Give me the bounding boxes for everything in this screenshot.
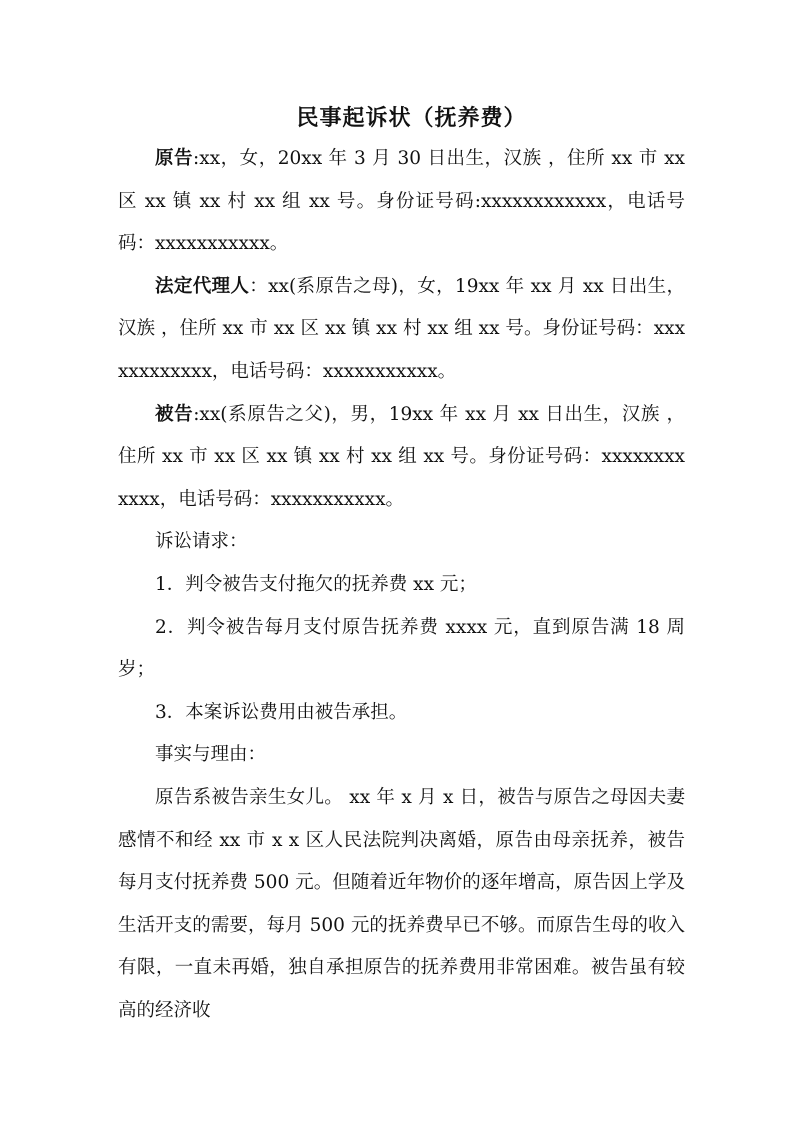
defendant-paragraph [118, 394, 685, 522]
defendant-text: :xx(系原告之父)，男，19xx 年 xx 月 xx 日出生，汉族 ，住所 xx 市 xx 区 xx 镇 xx 村 xx 组 xx 号。身份证号码：xxxxxxxxxxxx，电话号码：xxxxxxxxxxx。 [118, 403, 685, 510]
claim-item-3: 3．本案诉讼费用由被告承担。 [155, 701, 408, 723]
facts-heading: 事实与理由： [155, 744, 267, 766]
facts-paragraph: 原告系被告亲生女儿。 xx 年 x 月 x 日，被告与原告之母因夫妻感情不和经 xx 市 x x 区人民法院判决离婚，原告由母亲抚养，被告每月支付抚养费 500 元。但随着近年物价的逐年增高，原告因上学及生活开支的需要，每月 500 元的抚养费早已不够。而原告生母的收入有限，一直未再婚，独自承担原告的抚养费用非常困难。被告虽有较高的经济收 [118, 786, 685, 1021]
defendant-label: 被告 [155, 403, 194, 425]
legal-representative-paragraph [118, 266, 685, 394]
legal-representative-label: 法定代理人 [155, 275, 250, 297]
claim-item-1: 1．判令被告支付拖欠的抚养费 xx 元； [155, 573, 477, 595]
plaintiff-paragraph [118, 138, 685, 266]
legal-representative-text: ：xx(系原告之母)，女，19xx 年 xx 月 xx 日出生，汉族 ，住所 xx 市 xx 区 xx 镇 xx 村 xx 组 xx 号。身份证号码：xxxxxxxxxxxx，电话号码：xxxxxxxxxxx。 [118, 275, 685, 382]
claims-heading: 诉讼请求： [155, 531, 248, 553]
plaintiff-text: :xx，女，20xx 年 3 月 30 日出生，汉族 ，住所 xx 市 xx 区 xx 镇 xx 村 xx 组 xx 号。身份证号码:xxxxxxxxxxxx，电话号码：xxxxxxxxxxx。 [118, 148, 685, 255]
plaintiff-label: 原告 [155, 148, 194, 169]
document-page [118, 98, 685, 1032]
document-title: 民事起诉状（抚养费） [296, 105, 527, 131]
claim-item-2: 2．判令被告每月支付原告抚养费 xxxx 元，直到原告满 18 周岁； [118, 616, 685, 681]
